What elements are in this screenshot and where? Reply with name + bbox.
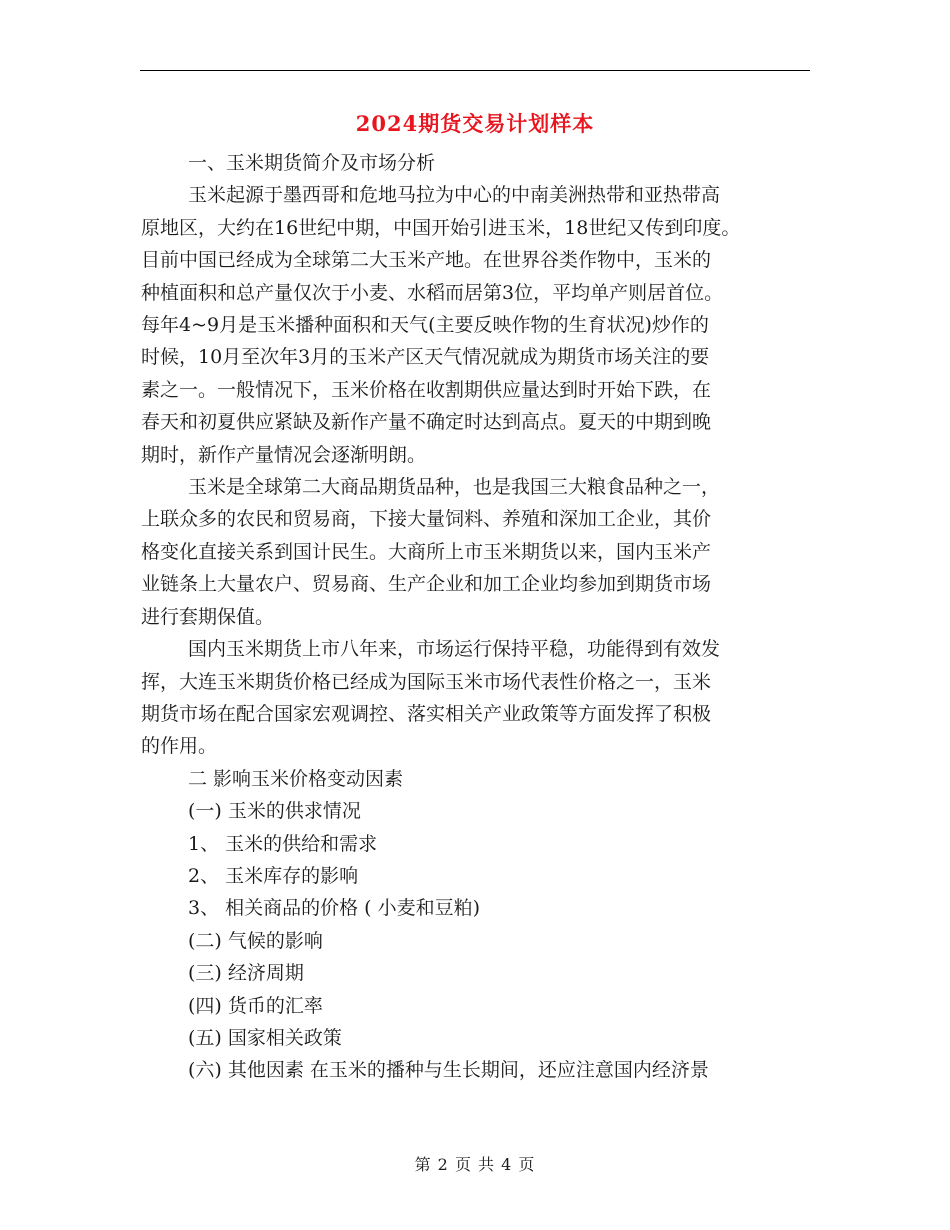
body-line: 2、 玉米库存的影响 — [188, 864, 359, 887]
body-line: 玉米是全球第二大商品期货品种，也是我国三大粮食品种之一， — [188, 476, 721, 499]
document-title: 2024期货交易计划样本 — [355, 111, 595, 136]
body-line: (三) 经济周期 — [188, 962, 304, 985]
body-line: 进行套期保值。 — [141, 605, 275, 628]
body-line: 素之一。一般情况下，玉米价格在收割期供应量达到时开始下跌，在 — [141, 378, 712, 401]
body-line: 上联众多的农民和贸易商，下接大量饲料、养殖和深加工企业，其价 — [141, 508, 712, 531]
body-line: 挥，大连玉米期货价格已经成为国际玉米市场代表性价格之一，玉米 — [141, 670, 712, 693]
body-line: 目前中国已经成为全球第二大玉米产地。在世界谷类作物中，玉米的 — [141, 249, 712, 272]
body-line: (六) 其他因素 在玉米的播种与生长期间，还应注意国内经济景 — [188, 1059, 709, 1082]
body-line: (一) 玉米的供求情况 — [188, 800, 361, 823]
body-line: 春天和初夏供应紧缺及新作产量不确定时达到高点。夏天的中期到晚 — [141, 411, 712, 434]
body-line: 种植面积和总产量仅次于小麦、水稻而居第3位，平均单产则居首位。 — [141, 281, 724, 304]
body-line: 1、 玉米的供给和需求 — [188, 832, 378, 855]
document-body — [141, 147, 811, 1087]
body-line: 原地区，大约在16世纪中期，中国开始引进玉米，18世纪又传到印度。 — [141, 216, 741, 239]
body-line: (二) 气候的影响 — [188, 929, 323, 952]
body-line: (四) 货币的汇率 — [188, 994, 323, 1017]
body-line: 3、 相关商品的价格 ( 小麦和豆粕) — [188, 897, 481, 920]
body-line: 一、玉米期货简介及市场分析 — [188, 152, 436, 174]
body-line: 业链条上大量农户、贸易商、生产企业和加工企业均参加到期货市场 — [141, 573, 712, 596]
body-line: 每年4~9月是玉米播种面积和天气(主要反映作物的生育状况)炒作的 — [141, 314, 709, 337]
body-line: 期货市场在配合国家宏观调控、落实相关产业政策等方面发挥了积极 — [141, 702, 712, 725]
page-number: 第 2 页 共 4 页 — [414, 1155, 536, 1174]
body-line: 期时，新作产量情况会逐渐明朗。 — [141, 443, 427, 466]
body-line: 国内玉米期货上市八年来，市场运行保持平稳，功能得到有效发 — [188, 638, 721, 661]
header-rule — [140, 70, 810, 71]
body-line: (五) 国家相关政策 — [188, 1026, 342, 1049]
body-line: 玉米起源于墨西哥和危地马拉为中心的中南美洲热带和亚热带高 — [188, 184, 721, 207]
body-line: 二 影响玉米价格变动因素 — [188, 767, 404, 790]
body-line: 时候，10月至次年3月的玉米产区天气情况就成为期货市场关注的要 — [141, 346, 710, 369]
body-line: 的作用。 — [141, 735, 218, 758]
body-line: 格变化直接关系到国计民生。大商所上市玉米期货以来，国内玉米产 — [141, 540, 712, 563]
